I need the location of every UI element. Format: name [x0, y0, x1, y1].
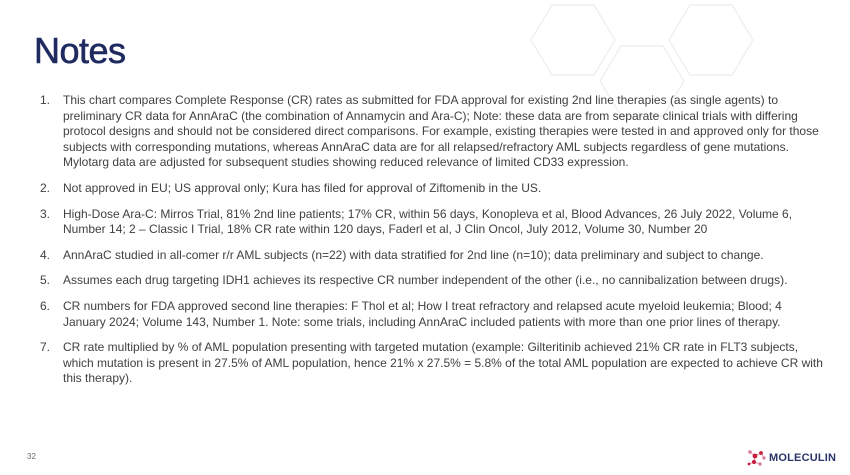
note-text: CR numbers for FDA approved second line therapies: F Thol et al; How I treat refractory and relapsed acute myeloid leukemia; Blood; 4 January 2024; Volume 143, Number 1. Note: some trials, including AnnAraC included patients with more than one prior lines of therapy. [63, 298, 782, 329]
molecule-icon [746, 448, 768, 468]
list-item [34, 299, 824, 330]
page-number: 32 [27, 452, 36, 461]
moleculin-logo [746, 448, 836, 468]
list-item [34, 93, 824, 171]
list-item [34, 181, 824, 197]
list-item [34, 248, 824, 264]
note-number: 7. [40, 340, 51, 355]
list-item [34, 340, 824, 387]
notes-list [34, 93, 824, 397]
note-number: 3. [40, 206, 51, 221]
note-number: 2. [40, 180, 51, 195]
note-number: 5. [40, 273, 51, 288]
note-text: Assumes each drug targeting IDH1 achieves its respective CR number independent of the other (i.e., no cannibalization between drugs). [63, 273, 788, 288]
note-text: CR rate multiplied by % of AML population presenting with targeted mutation (example: Gilteritinib achieved 21% CR rate in FLT3 subjects, which mutation is present in 27.5% of AML population, hence 21% x 27.5% = 5.8% of the total AML population are expected to achieve CR with this therapy). [63, 340, 823, 386]
note-text: AnnAraC studied in all-comer r/r AML subjects (n=22) with data stratified for 2nd line (n=10); data preliminary and subject to change. [63, 247, 764, 262]
note-number: 6. [40, 298, 51, 313]
note-number: 4. [40, 247, 51, 262]
page-title: Notes [34, 30, 126, 71]
list-item [34, 273, 824, 289]
list-item [34, 207, 824, 238]
note-text: This chart compares Complete Response (CR) rates as submitted for FDA approval for existing 2nd line therapies (as single agents) to preliminary CR data for AnnAraC (the combination of Annamycin and Ara-C); Note: these data are from separate clinical trials with differing protocol designs and should not be considered direct comparisons. For example, existing therapies were tested in and approved only for those subjects with corresponding mutations, whereas AnnAraC data are for all relapsed/refractory AML subjects regardless of gene mutations. Mylotarg data are adjusted for subsequent studies showing reduced relevance of limited CD33 expression. [63, 93, 819, 170]
note-text: Not approved in EU; US approval only; Kura has filed for approval of Ziftomenib in the US. [63, 180, 542, 195]
logo-wordmark: MOLECULIN [769, 452, 837, 464]
note-number: 1. [40, 93, 51, 107]
note-text: High-Dose Ara-C: Mirros Trial, 81% 2nd line patients; 17% CR, within 56 days, Konopleva et al, Blood Advances, 26 July 2022, Volume 6, Number 14; 2 – Classic I Trial, 18% CR rate within 120 days, Faderl et al, J Clin Oncol, July 2012, Volume 30, Number 20 [63, 206, 793, 237]
